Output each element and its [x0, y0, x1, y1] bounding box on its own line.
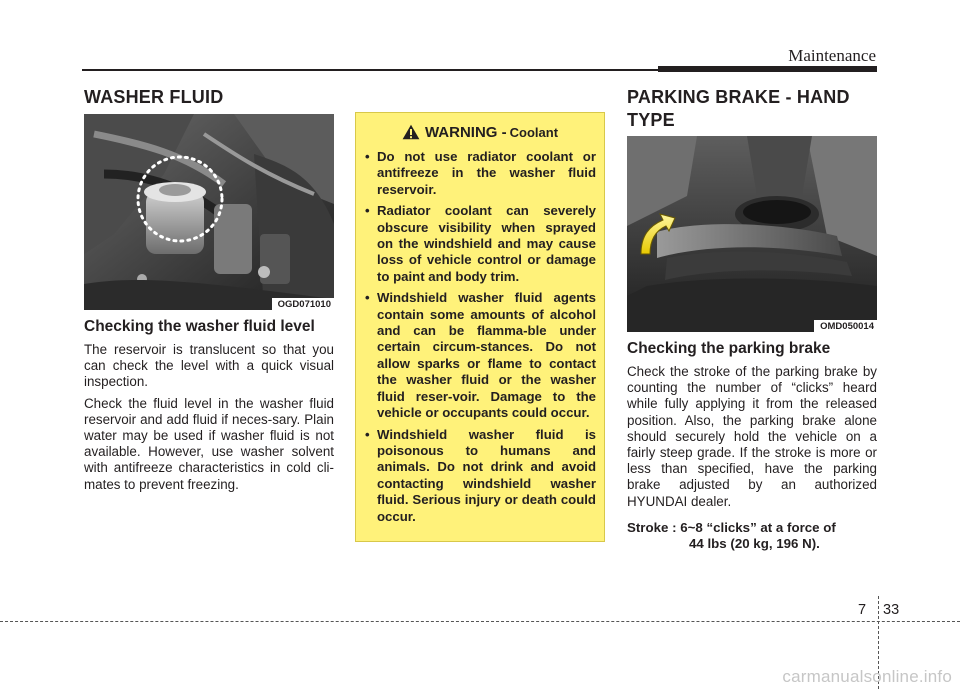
warning-item: • Windshield washer fluid is poisonous to humans and animals. Do not drink and avoid contacting windshield washer fluid. Serious injury or death could occur.	[364, 427, 596, 525]
stroke-spec	[627, 520, 877, 552]
running-header: Maintenance	[788, 46, 876, 65]
parking-subtitle: Checking the parking brake	[627, 340, 831, 357]
parking-brake-illustration	[627, 136, 877, 332]
header-rule-accent	[658, 66, 877, 72]
stroke-spec-line-1: Stroke : 6~8 “clicks” at a force of	[627, 519, 836, 535]
warning-item: • Radiator coolant can severely obscure visibility when sprayed on the windshield and may cause loss of vehicle control or damage to paint and body trim.	[364, 203, 596, 285]
parking-brake-column	[627, 86, 877, 552]
washer-reservoir-illustration	[84, 114, 334, 310]
warning-heading	[364, 121, 596, 143]
warning-subject: Coolant	[509, 124, 559, 140]
washer-reservoir-photo	[84, 114, 334, 310]
warning-word: WARNING -	[424, 123, 507, 141]
parking-paragraph: Check the stroke of the parking brake by counting the number of “clicks” heard while fully applying it from the released position. Also, the parking brake alone should securely hold the vehicle on a fairly steep grade. If the stroke is more or less than specified, have the parking brake adjusted by an authorized HYUNDAI dealer.	[627, 364, 877, 509]
page-number: 33	[883, 602, 900, 618]
warning-list	[364, 149, 596, 525]
footer-rule	[0, 621, 960, 622]
warning-column	[355, 112, 605, 542]
washer-fluid-title: WASHER FLUID	[84, 87, 224, 107]
page-chapter: 7	[858, 602, 867, 618]
parking-brake-photo	[627, 136, 877, 332]
watermark: carmanualsonline.info	[782, 667, 952, 686]
stroke-spec-line-2: 44 lbs (20 kg, 196 N).	[689, 536, 820, 552]
washer-fluid-column	[84, 86, 334, 493]
warning-item: • Do not use radiator coolant or antifreeze in the washer fluid reservoir.	[364, 149, 596, 198]
warning-triangle-icon	[402, 124, 420, 140]
washer-photo-label: OGD071010	[272, 298, 334, 310]
washer-subtitle: Checking the washer fluid level	[84, 318, 315, 335]
washer-paragraph-1: The reservoir is translucent so that you can check the level with a quick visual inspection.	[84, 342, 334, 390]
parking-brake-title: PARKING BRAKE - HAND TYPE	[627, 87, 850, 130]
warning-item: • Windshield washer fluid agents contain some amounts of alcohol and can be flamma-ble under certain circum-stances. Do not allow sparks or flame to contact the washer fluid or the washer fluid reser-voir. Damage to the vehicle or occupants could occur.	[364, 290, 596, 421]
washer-paragraph-2: Check the fluid level in the washer fluid reservoir and add fluid if neces-sary. Plain water may be used if washer fluid is not available. However, use washer solvent with antifreeze characteristics in cold cli-mates to prevent freezing.	[84, 395, 334, 492]
coolant-warning-box	[355, 112, 605, 542]
parking-photo-label: OMD050014	[814, 320, 877, 332]
